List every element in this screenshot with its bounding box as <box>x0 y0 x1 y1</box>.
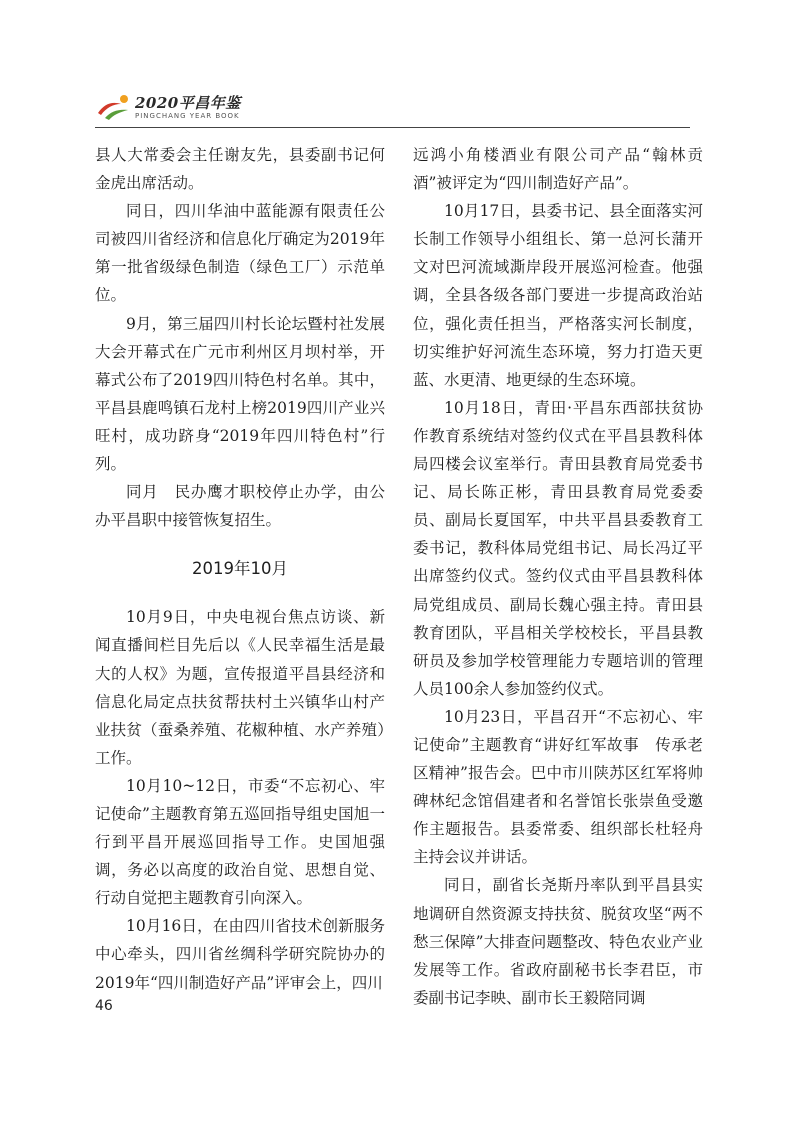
paragraph: 同日，四川华油中蓝能源有限责任公司被四川省经济和信息化厅确定为2019年第一批省级绿色制造（绿色工厂）示范单位。 <box>95 202 385 305</box>
paragraph: 同日，副省长尧斯丹率队到平昌县实地调研自然资源支持扶贫、脱贫攻坚“两不愁三保障”大排查问题整改、特色农业产业发展等工作。省政府副秘书长李君臣，市委副书记李映、副市长王毅陪同调 <box>413 876 703 1007</box>
header-subtitle: PINGCHANG YEAR BOOK <box>135 112 240 120</box>
paragraph: 远鸿小角楼酒业有限公司产品“翰林贡酒”被评定为“四川制造好产品”。 <box>413 146 703 193</box>
paragraph: 10月9日，中央电视台焦点访谈、新闻直播间栏目先后以《人民幸福生活是最大的人权》为题，宣传报道平昌县经济和信息化局定点扶贫帮扶村土兴镇华山村产业扶贫（蚕桑养殖、花椒种植、水产养殖）工作。 <box>95 608 385 767</box>
paragraph: 9月，第三届四川村长论坛暨村社发展大会开幕式在广元市利州区月坝村举，开幕式公布了2019四川特色村名单。其中，平昌县鹿鸣镇石龙村上榜2019四川产业兴旺村，成功跻身“2019年四川特色村”行列。 <box>95 314 385 474</box>
section-heading: 2019年10月 <box>192 559 288 579</box>
paragraph: 县人大常委会主任谢友先，县委副书记何金虎出席活动。 <box>95 146 385 193</box>
paragraph: 10月23日，平昌召开“不忘初心、牢记使命”主题教育“讲好红军故事 传承老区精神”报告会。巴中市川陕苏区红军将帅碑林纪念馆倡建者和名誉馆长张崇鱼受邀作主题报告。县委常委、组织部长杜轻舟主持会议并讲话。 <box>413 707 703 867</box>
paragraph: 同月 民办鹰才职校停止办学，由公办平昌职中接管恢复招生。 <box>95 483 385 530</box>
page-number: 46 <box>95 998 113 1014</box>
paragraph: 10月17日，县委书记、县全面落实河长制工作领导小组组长、第一总河长蒲开文对巴河流域澌岸段开展巡河检查。他强调，全县各级各部门要进一步提高政治站位，强化责任担当，严格落实河长制度，切实维护好河流生态环境，努力打造天更蓝、水更清、地更绿的生态环境。 <box>413 202 703 389</box>
header-divider <box>95 127 690 128</box>
paragraph: 10月10~12日，市委“不忘初心、牢记使命”主题教育第五巡回指导组史国旭一行到平昌开展巡回指导工作。史国旭强调，务必以高度的政治自觉、思想自觉、行动自觉把主题教育引向深入。 <box>95 776 385 908</box>
yearbook-logo-icon <box>95 92 133 122</box>
left-column <box>95 141 385 997</box>
paragraph: 10月18日，青田·平昌东西部扶贫协作教育系统结对签约仪式在平昌县教科体局四楼会议室举行。青田县教育局党委书记、局长陈正彬，青田县教育局党委委员、副局长夏国军，中共平昌县委教育工委书记，教科体局党组书记、局长冯辽平出席签约仪式。签约仪式由平昌县教科体局党组成员、副局长魏心强主持。青田县教育团队，平昌相关学校校长，平昌县教研员及参加学校管理能力专题培训的管理人员100余人参加签约仪式。 <box>413 398 703 698</box>
running-header <box>95 90 715 142</box>
right-column <box>413 141 703 1012</box>
paragraph: 10月16日，在由四川省技术创新服务中心牵头，四川省丝绸科学研究院协办的2019年“四川制造好产品”评审会上，四川 <box>95 917 385 992</box>
header-title: 2020平昌年鉴 <box>135 94 241 112</box>
